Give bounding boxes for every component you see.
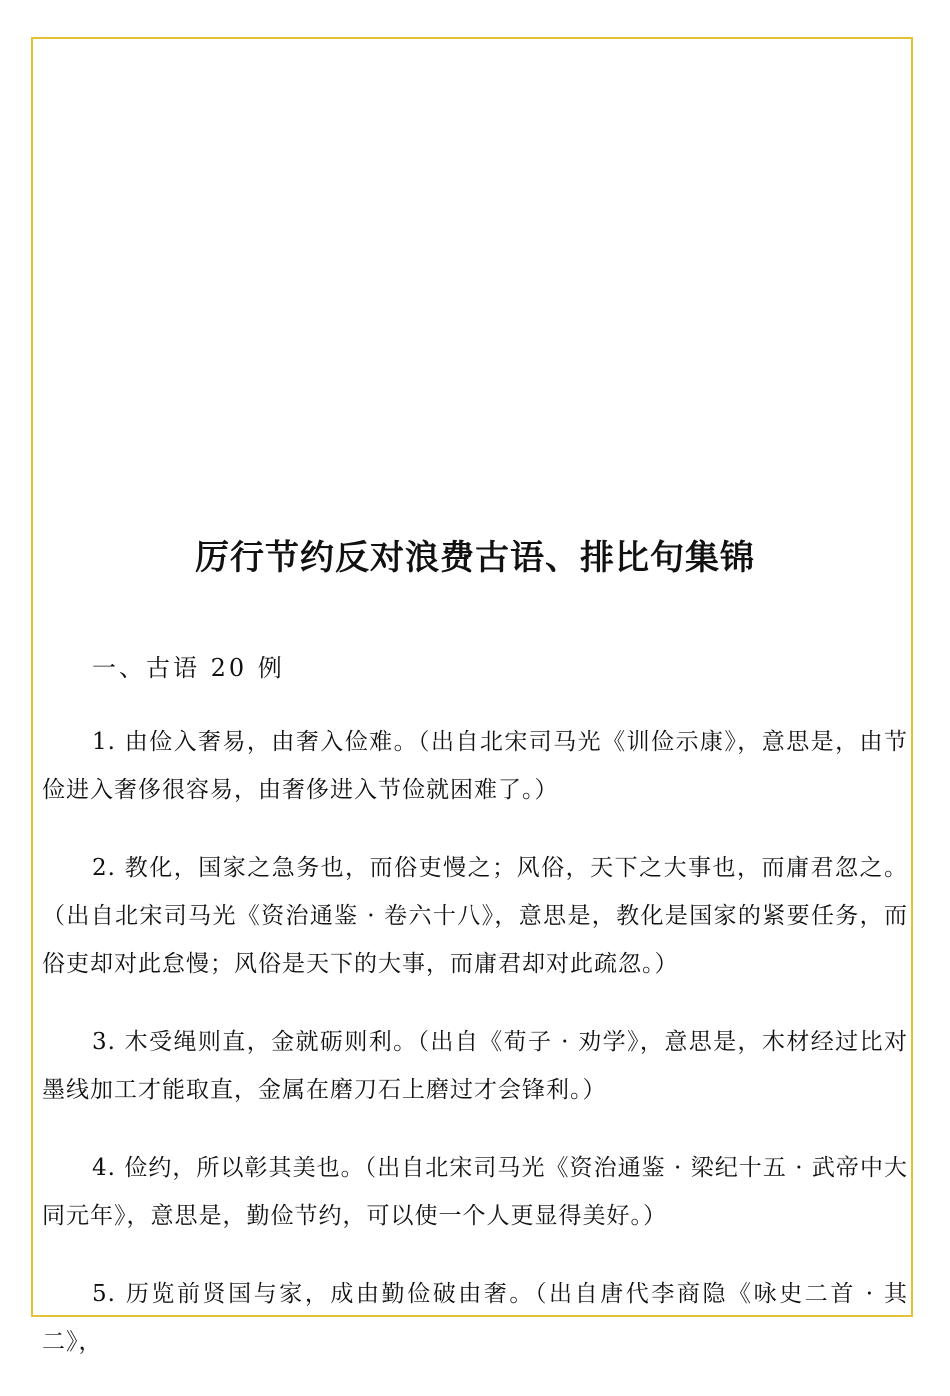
paragraph-3: 3. 木受绳则直，金就砺则利。（出自《荀子 · 劝学》，意思是，木材经过比对墨线加工才能取直，金属在磨刀石上磨过才会锋利。） xyxy=(42,1029,908,1103)
section-heading: 一、古语 20 例 xyxy=(92,654,285,682)
paragraph-4: 4. 俭约，所以彰其美也。（出自北宋司马光《资治通鉴 · 梁纪十五 · 武帝中大同元年》，意思是，勤俭节约，可以使一个人更显得美好。） xyxy=(42,1155,908,1229)
paragraph-2: 2. 教化，国家之急务也，而俗吏慢之；风俗，天下之大事也，而庸君忽之。（出自北宋司马光《资治通鉴 · 卷六十八》，意思是，教化是国家的紧要任务，而俗吏却对此怠慢；风俗是天下的大事，而庸君却对此疏忽。） xyxy=(42,855,908,977)
paragraph-5: 5. 历览前贤国与家，成由勤俭破由奢。（出自唐代李商隐《咏史二首 · 其二》， xyxy=(42,1281,908,1355)
document-body xyxy=(42,648,908,1396)
document-title: 厉行节约反对浪费古语、排比句集锦 xyxy=(195,538,755,578)
paragraph-1: 1. 由俭入奢易，由奢入俭难。（出自北宋司马光《训俭示康》，意思是，由节俭进入奢侈很容易，由奢侈进入节俭就困难了。） xyxy=(42,729,908,803)
